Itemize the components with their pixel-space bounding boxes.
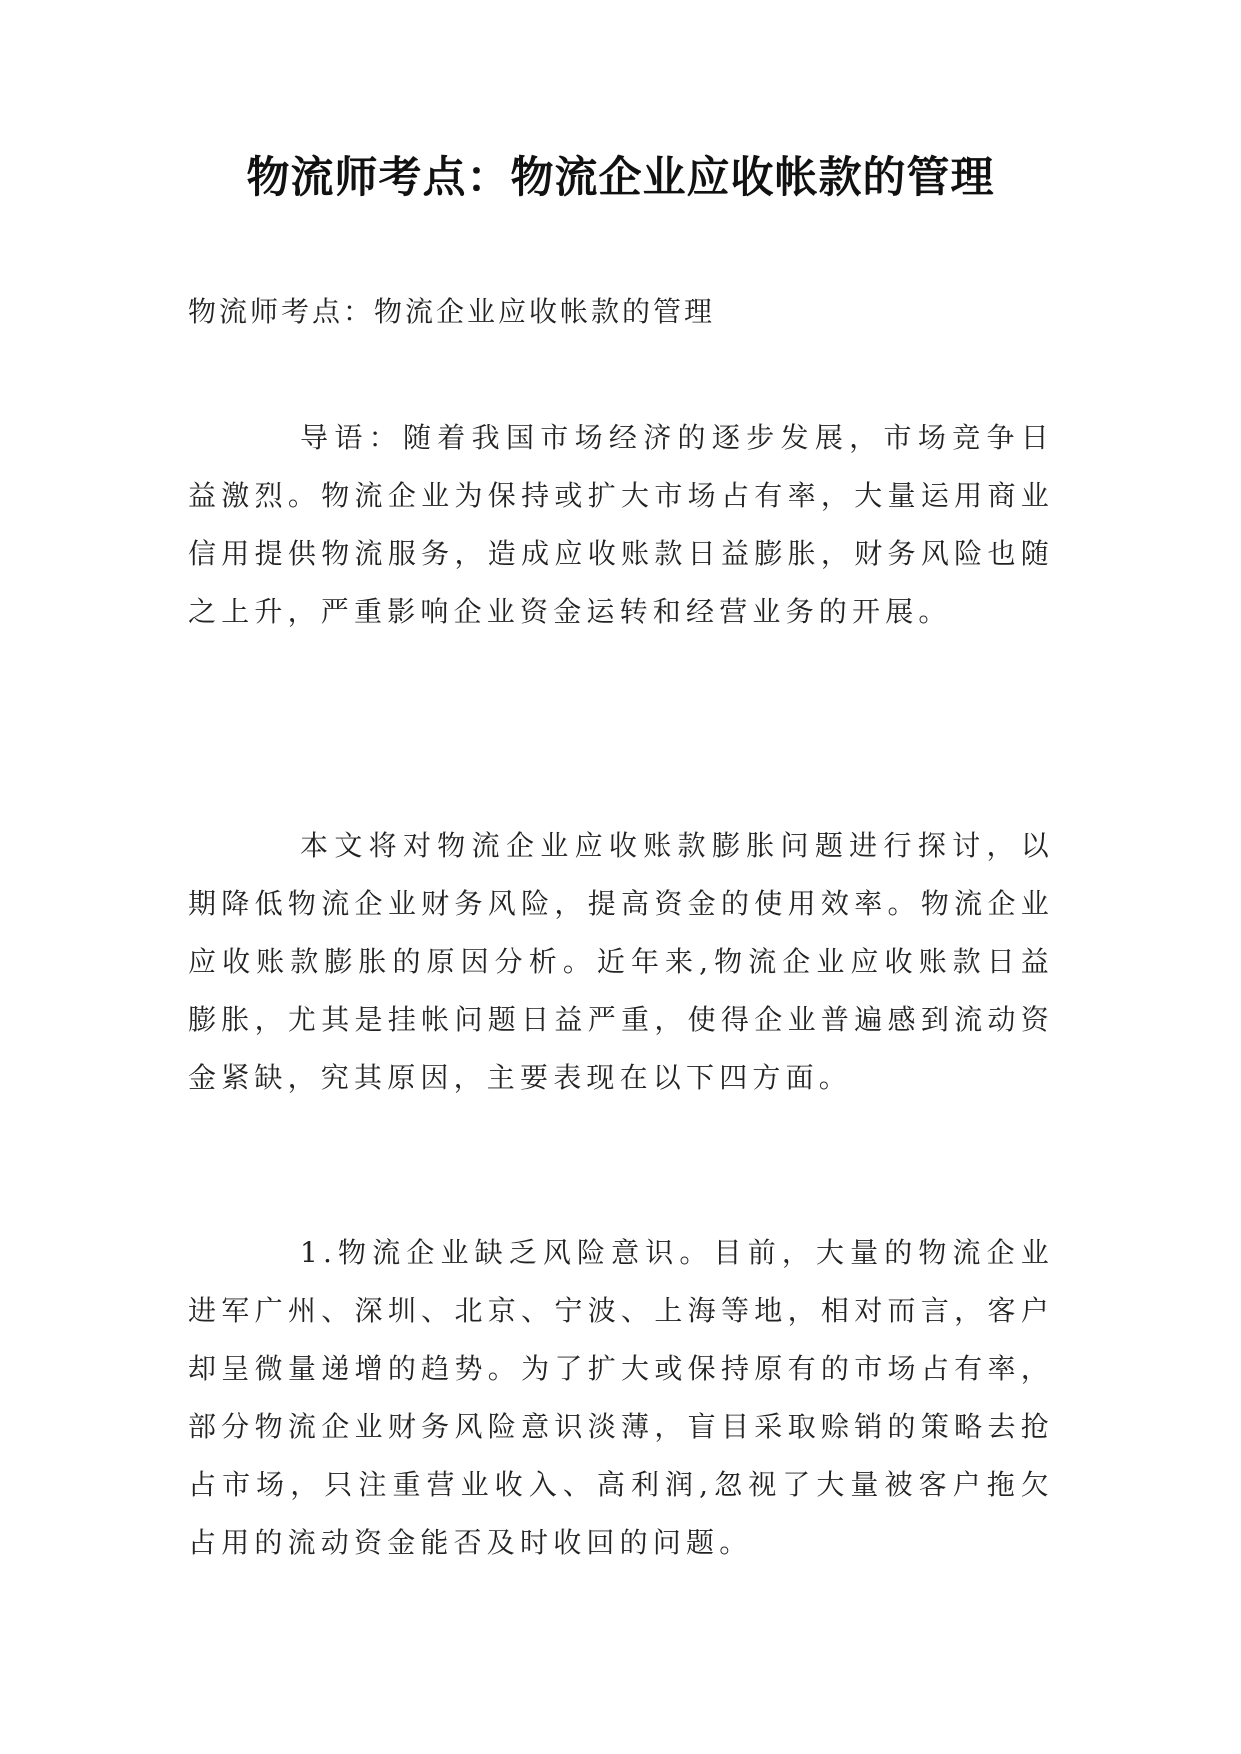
document-subtitle: 物流师考点：物流企业应收帐款的管理	[188, 295, 716, 328]
paragraph-causes-overview: 本文将对物流企业应收账款膨胀问题进行探讨，以期降低物流企业财务风险，提高资金的使用效率。物流企业应收账款膨胀的原因分析。近年来,物流企业应收账款日益膨胀，尤其是挂帐问题日益严重，使得企业普遍感到流动资金紧缺，究其原因，主要表现在以下四方面。	[188, 829, 1054, 1094]
document-title: 物流师考点：物流企业应收帐款的管理	[246, 153, 995, 203]
paragraph-introduction: 导语：随着我国市场经济的逐步发展，市场竞争日益激烈。物流企业为保持或扩大市场占有率，大量运用商业信用提供物流服务，造成应收账款日益膨胀，财务风险也随之上升，严重影响企业资金运转和经营业务的开展。	[188, 421, 1054, 628]
paragraph-risk-awareness: 1.物流企业缺乏风险意识。目前，大量的物流企业进军广州、深圳、北京、宁波、上海等地，相对而言，客户却呈微量递增的趋势。为了扩大或保持原有的市场占有率，部分物流企业财务风险意识淡薄，盲目采取赊销的策略去抢占市场，只注重营业收入、高利润,忽视了大量被客户拖欠占用的流动资金能否及时收回的问题。	[188, 1236, 1054, 1559]
